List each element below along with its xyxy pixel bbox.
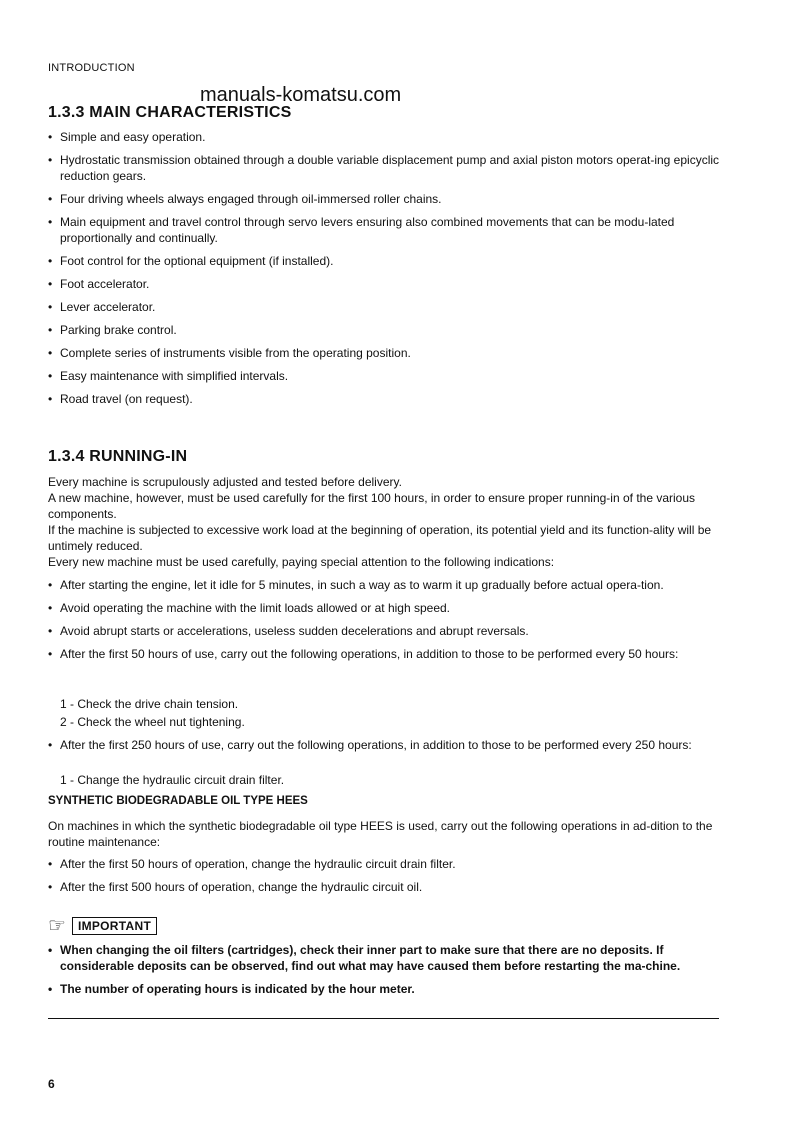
important-callout [48,916,157,936]
list-item: • After the first 50 hours of use, carry out the following operations, in addition to those to be performed every 50 hours: [48,646,720,662]
paragraph: If the machine is subjected to excessive work load at the beginning of operation, its potential yield and its function-ality will be untimely reduced. [48,523,712,553]
list-item: • Avoid operating the machine with the limit loads allowed or at high speed. [48,600,720,616]
list-item: • When changing the oil filters (cartridges), check their inner part to make sure that there are no deposits. If considerable deposits can be observed, find out what may have caused them before restarting the ma-chine. [48,942,720,974]
list-item: • Foot accelerator. [48,276,720,292]
list-item: • After the first 50 hours of operation, change the hydraulic circuit drain filter. [48,856,720,872]
horizontal-divider [48,1018,719,1019]
paragraph: A new machine, however, must be used carefully for the first 100 hours, in order to ensure proper running-in of the various components. [48,491,696,521]
sub-list-250 [60,772,700,788]
running-in-intro [48,474,720,570]
list-item: • Main equipment and travel control through servo levers ensuring also combined movements that can be modu-lated proportionally and continually. [48,214,720,246]
paragraph: Every machine is scrupulously adjusted and tested before delivery. [48,475,402,489]
important-label: IMPORTANT [72,917,157,935]
list-item: • After the first 250 hours of use, carry out the following operations, in addition to those to be performed every 250 hours: [48,737,720,753]
list-item: • Lever accelerator. [48,299,720,315]
main-characteristics-list [48,129,720,407]
list-item: • The number of operating hours is indicated by the hour meter. [48,981,720,997]
list-item: • Hydrostatic transmission obtained through a double variable displacement pump and axial piston motors operat-ing epicyclic reduction gears. [48,152,720,184]
list-item: • Simple and easy operation. [48,129,720,145]
running-in-list [48,577,720,662]
section-title-running-in: 1.3.4 RUNNING-IN [48,448,188,465]
sub-list-50 [60,696,700,730]
running-in-list-2 [48,737,720,753]
hees-title: SYNTHETIC BIODEGRADABLE OIL TYPE HEES [48,795,308,807]
important-list [48,942,720,997]
page-header: INTRODUCTION [48,62,135,74]
list-item: • Road travel (on request). [48,391,720,407]
section-title-main-characteristics: 1.3.3 MAIN CHARACTERISTICS [48,104,292,121]
sub-item: 2 - Check the wheel nut tightening. [60,715,245,729]
list-item: • Easy maintenance with simplified intervals. [48,368,720,384]
sub-item: 1 - Check the drive chain tension. [60,697,239,711]
hees-list [48,856,720,895]
list-item: • Four driving wheels always engaged through oil-immersed roller chains. [48,191,720,207]
page-number: 6 [48,1077,55,1091]
list-item: • After the first 500 hours of operation, change the hydraulic circuit oil. [48,879,720,895]
hees-intro: On machines in which the synthetic biodegradable oil type HEES is used, carry out the following operations in ad-dition to the routine maintenance: [48,819,713,849]
list-item: • Complete series of instruments visible from the operating position. [48,345,720,361]
sub-item: 1 - Change the hydraulic circuit drain filter. [60,773,285,787]
paragraph: Every new machine must be used carefully, paying special attention to the following indications: [48,555,555,569]
watermark: manuals-komatsu.com [200,84,402,106]
list-item: • Avoid abrupt starts or accelerations, useless sudden decelerations and abrupt reversals. [48,623,720,639]
pointing-hand-icon: ☞ [48,915,66,937]
list-item: • Parking brake control. [48,322,720,338]
list-item: • Foot control for the optional equipment (if installed). [48,253,720,269]
list-item: • After starting the engine, let it idle for 5 minutes, in such a way as to warm it up gradually before actual opera-tion. [48,577,720,593]
